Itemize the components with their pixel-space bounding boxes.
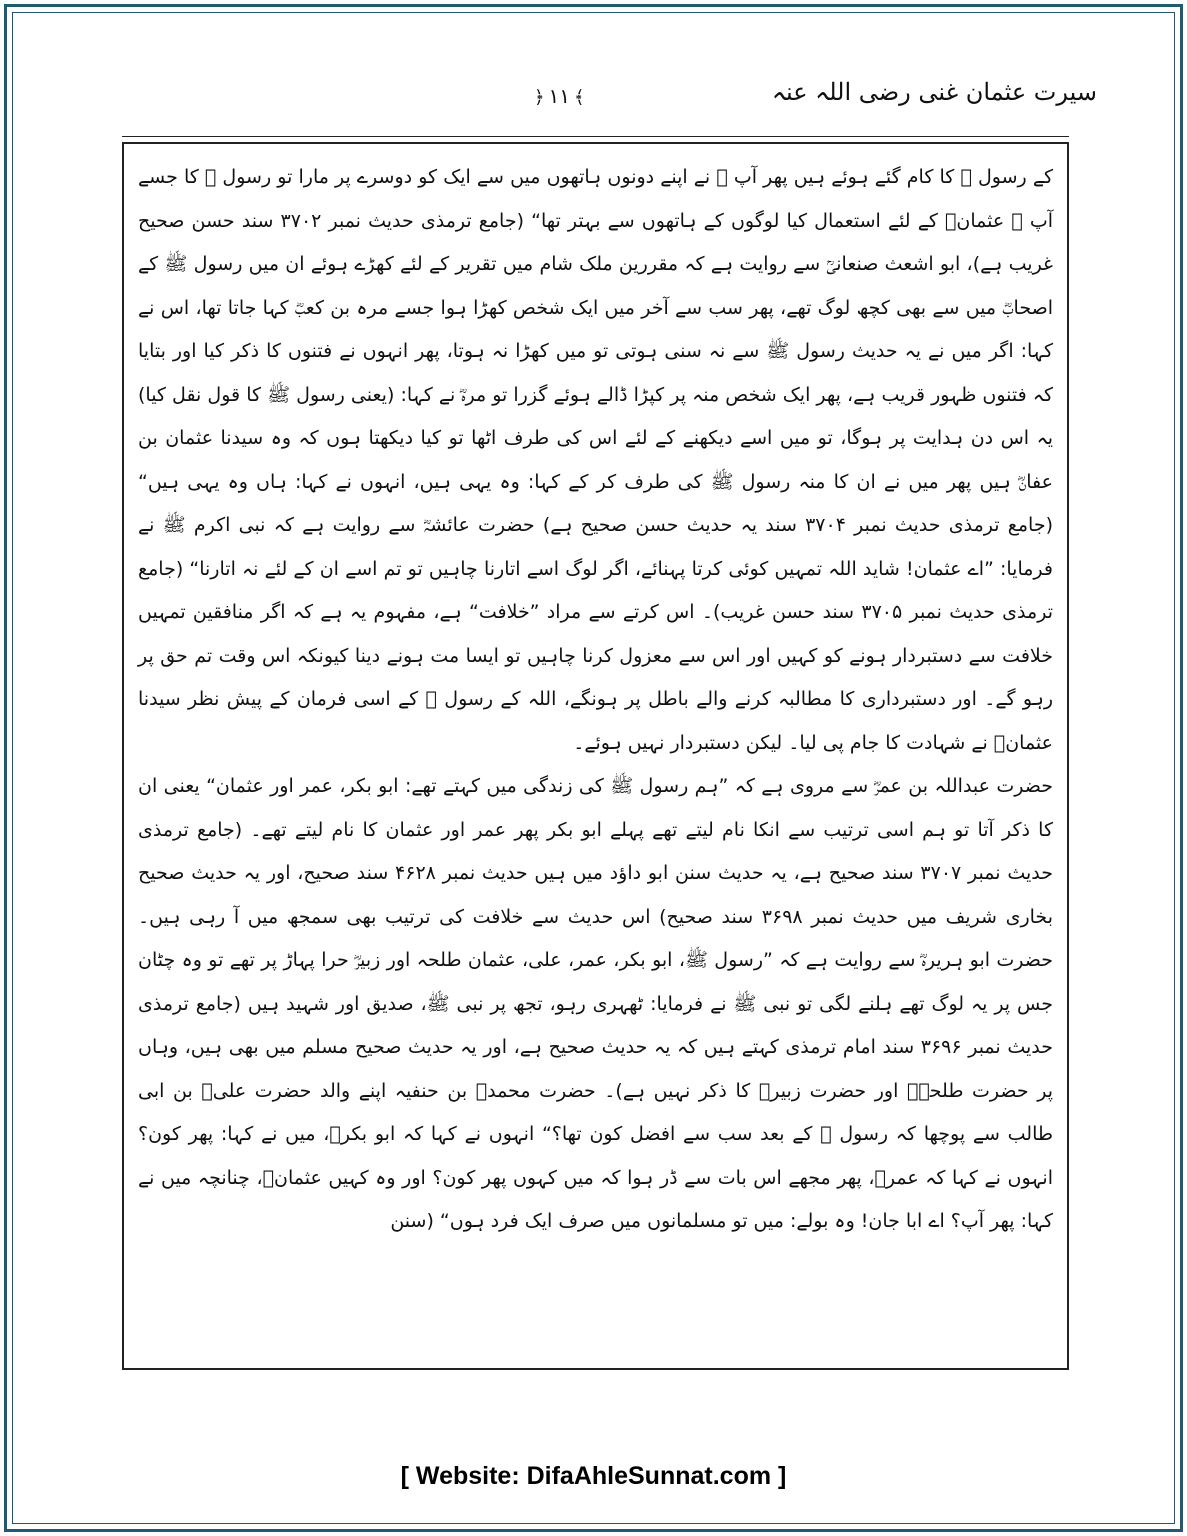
header-divider (122, 136, 1069, 137)
page-number (530, 84, 589, 108)
ornament-left-icon: ﴿ (534, 87, 545, 108)
book-title: سیرت عثمان غنی رضی اللہ عنہ (771, 78, 1097, 106)
website-footer: [ Website: DifaAhleSunnat.com ] (400, 1462, 787, 1490)
page-number-value: ۱۱ (548, 84, 571, 108)
page-header (120, 78, 1097, 128)
paragraph-2: حضرت عبداللہ بن عمرؓ سے مروی ہے کہ ”ہم رسول ﷺ کی زندگی میں کہتے تھے: ابو بکر، عمر اور عثمان“ یعنی ان کا ذکر آتا تو ہم اسی ترتیب سے انکا نام لیتے تھے پہلے ابو بکر پھر عمر اور عثمان کا نام لیتے تھے۔ (جامع ترمذی حدیث نمبر ۳۷۰۷ سند صحیح ہے، یہ حدیث سنن ابو داؤد میں ہیں حدیث نمبر ۴۶۲۸ سند صحیح، اور یہ حدیث صحیح بخاری شریف میں حدیث نمبر ۳۶۹۸ سند صحیح) اس حدیث سے خلافت کی ترتیب بھی سمجھ میں آ رہی ہیں۔ حضرت ابو ہریرہؓ سے روایت ہے کہ ”رسول ﷺ، ابو بکر، عمر، علی، عثمان طلحہ اور زبیرؓ حرا پہاڑ پر تھے تو وہ چٹان جس پر یہ لوگ تھے ہلنے لگی تو نبی ﷺ نے فرمایا: ٹھہری رہو، تجھ پر نبی ﷺ، صدیق اور شہید ہیں (جامع ترمذی حدیث نمبر ۳۶۹۶ سند امام ترمذی کہتے ہیں کہ یہ حدیث صحیح ہے، اور یہ حدیث صحیح مسلم میں بھی ہیں، وہاں پر حضرت طلحہؓ اور حضرت زبیرؓ کا ذکر نہیں ہے)۔ حضرت محمدؒ بن حنفیہ اپنے والد حضرت علیؓ بن ابی طالب سے پوچھا کہ رسول ﷺ کے بعد سب سے افضل کون تھا؟“ انہوں نے کہا کہ ابو بکرؓ، میں نے کہا: پھر کون؟ انہوں نے کہا کہ عمرؓ، پھر مجھے اس بات سے ڈر ہوا کہ میں کہوں پھر کون؟ اور وہ کہیں عثمانؓ، چنانچہ میں نے کہا: پھر آپ؟ اے ابا جان! وہ بولے: میں تو مسلمانوں میں صرف ایک فرد ہوں“ (سنن (138, 775, 1053, 1232)
ornament-right-icon: ﴾ (574, 87, 585, 108)
main-text-box (122, 142, 1069, 1370)
paragraph-1: کے رسول ﷺ کا کام گئے ہوئے ہیں پھر آپ ﷺ نے اپنے دونوں ہاتھوں میں سے ایک کو دوسرے پر مارا تو رسول ﷺ کا جسے آپ ﷺ عثمانؓ کے لئے استعمال کیا لوگوں کے ہاتھوں سے بہتر تھا“ (جامع ترمذی حدیث نمبر ۳۷۰۲ سند حسن صحیح غریب ہے)، ابو اشعث صنعانیؒ سے روایت ہے کہ مقررین ملک شام میں تقریر کے لئے کھڑے ہوئے ان میں رسول ﷺ کے اصحابؓ میں سے بھی کچھ لوگ تھے، پھر سب سے آخر میں ایک شخص کھڑا ہوا جسے مرہ بن کعبؓ کہا جاتا تھا، اس نے کہا: اگر میں نے یہ حدیث رسول ﷺ سے نہ سنی ہوتی تو میں کھڑا نہ ہوتا، پھر انہوں نے فتنوں کا ذکر کیا اور بتایا کہ فتنوں ظہور قریب ہے، پھر ایک شخص منہ پر کپڑا ڈالے ہوئے گزرا تو مرہؓ نے کہا: (یعنی رسول ﷺ کا قول نقل کیا) یہ اس دن ہدایت پر ہوگا، تو میں اسے دیکھنے کے لئے اس کی طرف اٹھا تو کیا دیکھتا ہوں کہ وہ سیدنا عثمان بن عفانؓ ہیں پھر میں نے ان کا منہ رسول ﷺ کی طرف کر کے کہا: وہ یہی ہیں، انہوں نے کہا: ہاں وہ یہی ہیں“ (جامع ترمذی حدیث نمبر ۳۷۰۴ سند یہ حدیث حسن صحیح ہے) حضرت عائشہؓ سے روایت ہے کہ نبی اکرم ﷺ نے فرمایا: ”اے عثمان! شاید اللہ تمہیں کوئی کرتا پہنائے، اگر لوگ اسے اتارنا چاہیں تو تم اسے ان کے لئے نہ اتارنا“ (جامع ترمذی حدیث نمبر ۳۷۰۵ سند حسن غریب)۔ اس کرتے سے مراد ”خلافت“ ہے، مفہوم یہ ہے کہ اگر منافقین تمہیں خلافت سے دستبردار ہونے کو کہیں اور اس سے معزول کرنا چاہیں تو ایسا مت ہونے دینا کیونکہ اس وقت تم حق پر رہو گے۔ اور دستبرداری کا مطالبہ کرنے والے باطل پر ہونگے، اللہ کے رسول ﷺ کے اسی فرمان کے پیش نظر سیدنا عثمانؓ نے شہادت کا جام پی لیا۔ لیکن دستبردار نہیں ہوئے۔ (138, 166, 1053, 754)
